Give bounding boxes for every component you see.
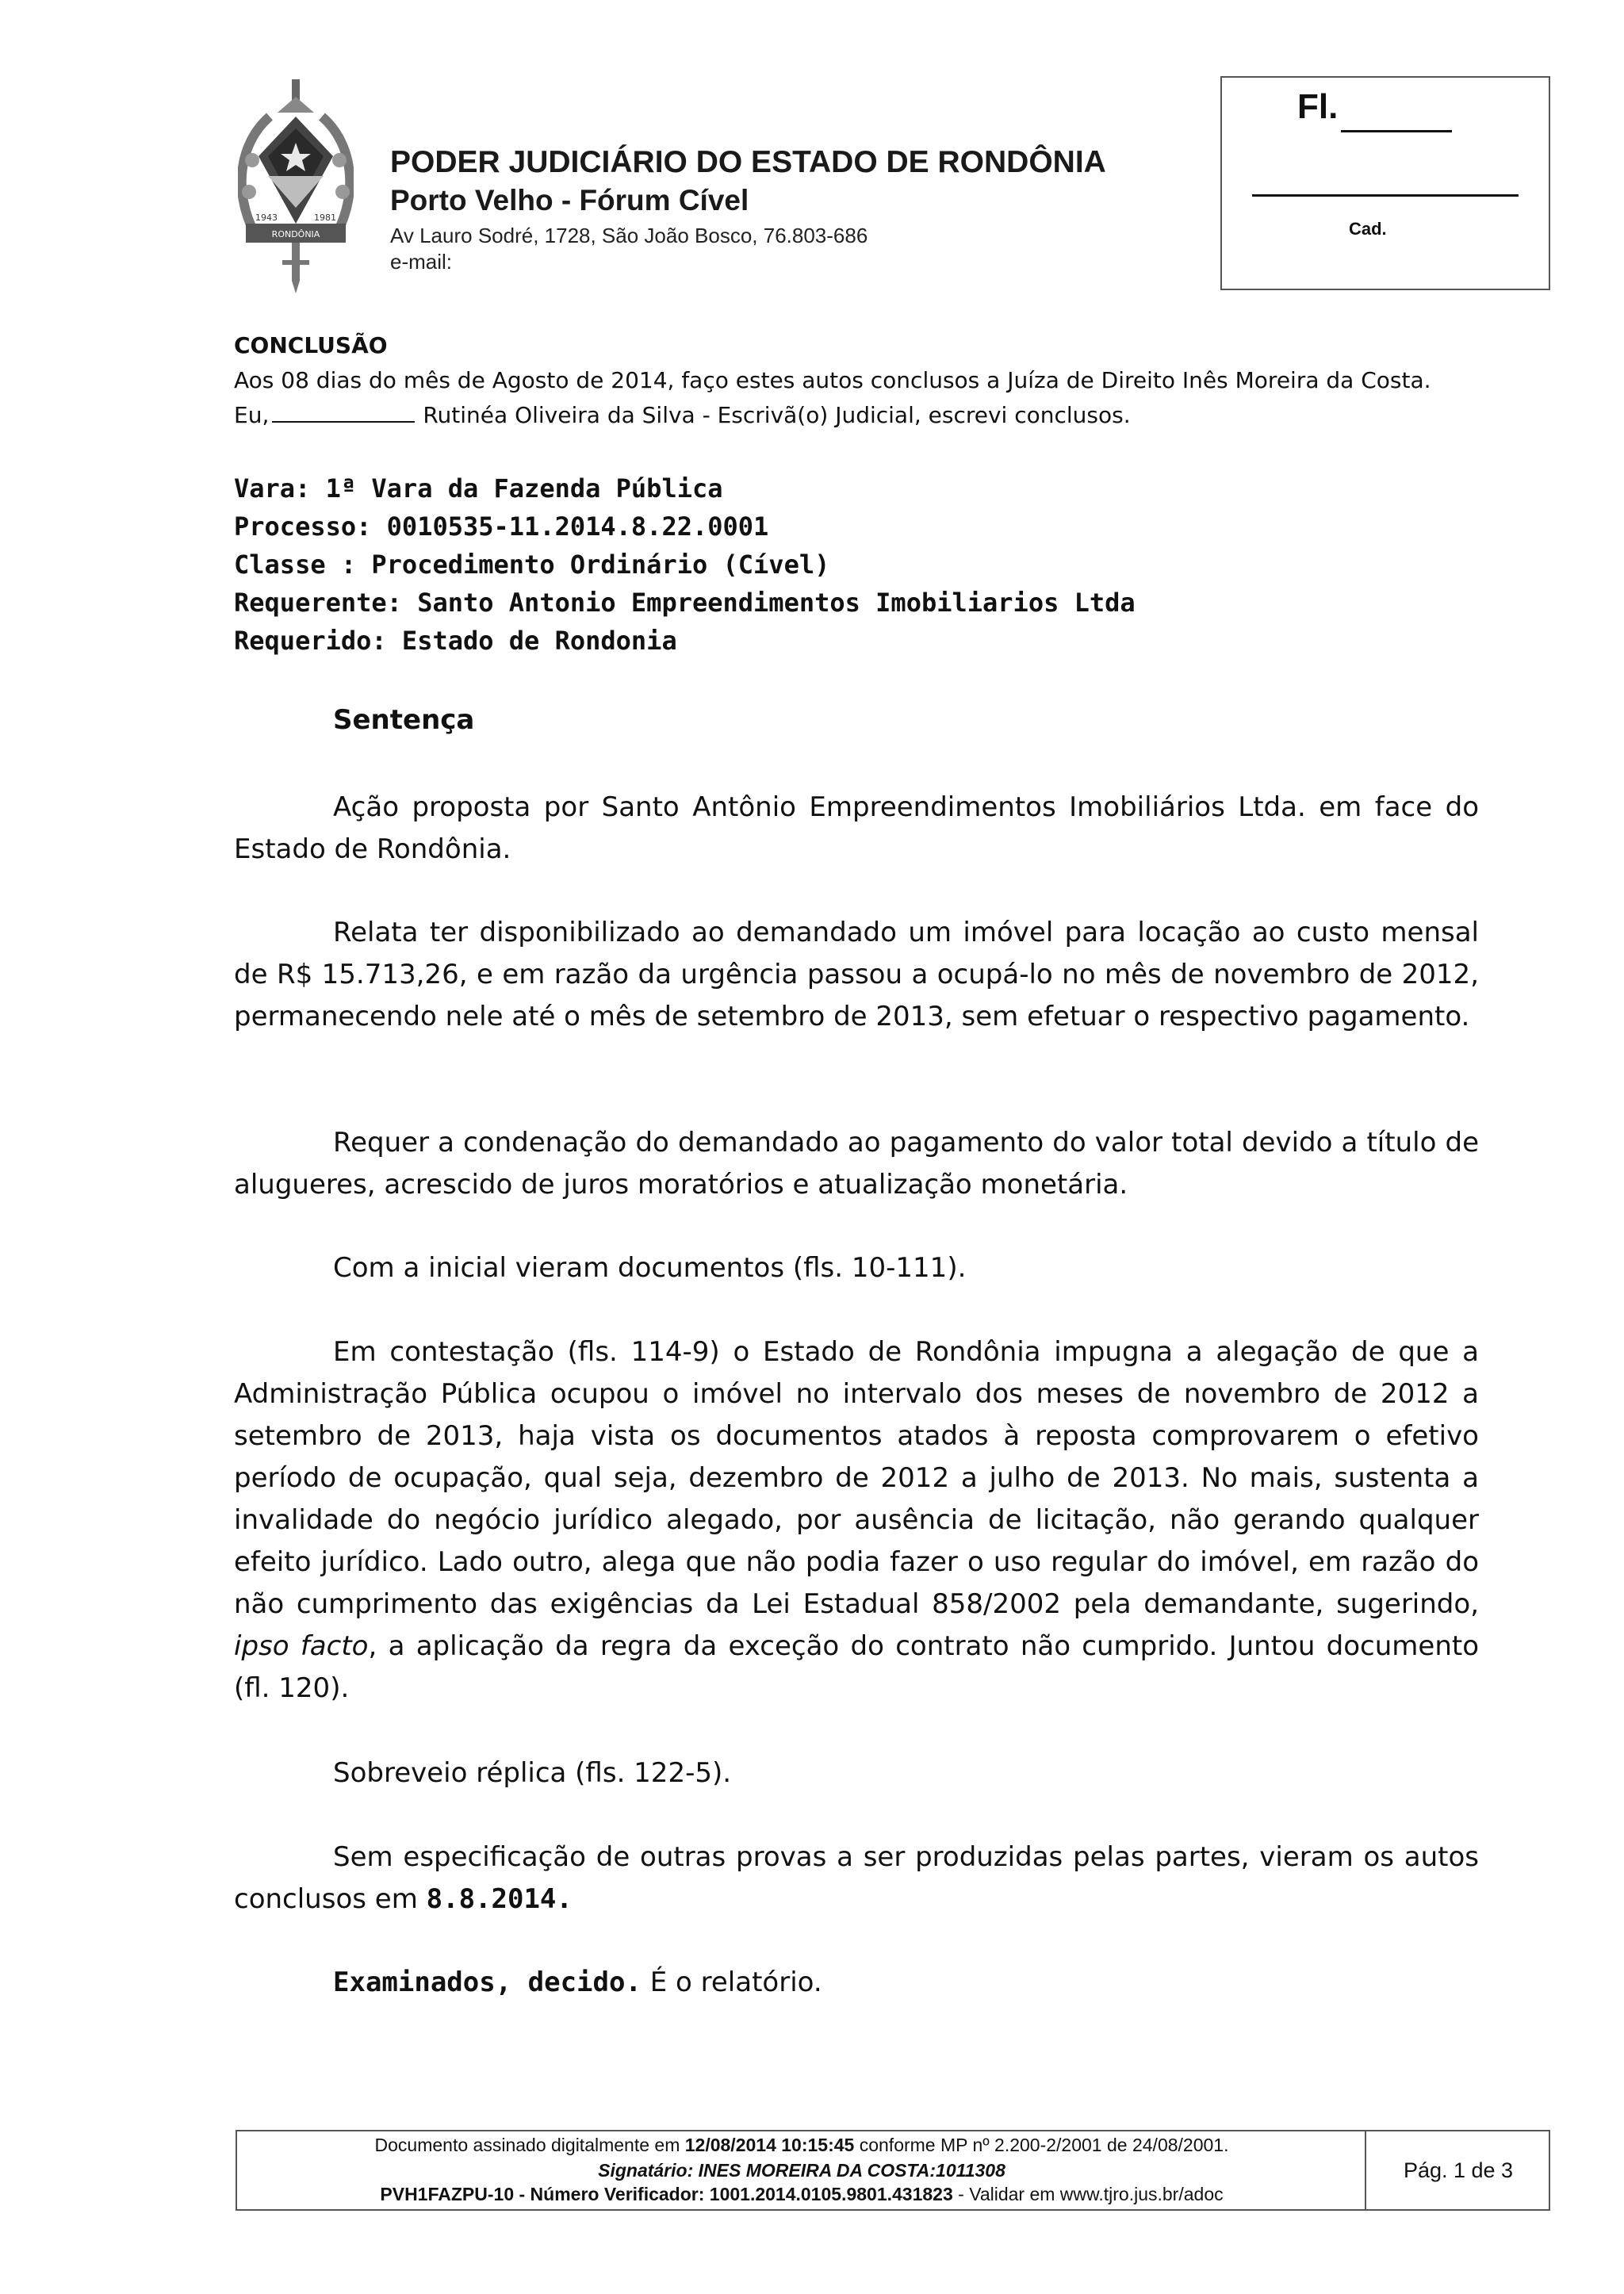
paragraph-5-part-a: Em contestação (fls. 114-9) o Estado de Rondônia impugna a alegação de que a Administração Pública ocupou o imóvel no intervalo dos meses de novembro de 2012 a setembro de 2013, haja vista os documentos atados à reposta comprovarem o efetivo período de ocupação, qual seja, dezembro de 2012 a julho de 2013. No mais, sustenta a invalidade do negócio jurídico alegado, por ausência de licitação, não gerando qualquer efeito jurídico. Lado outro, alega que não podia fazer o uso regular do imóvel, em razão do não cumprimento das exigências da Lei Estadual 858/2002 pela demandante, sugerindo, [234, 1336, 1479, 1620]
paragraph-8-rest: É o relatório. [649, 1967, 822, 1998]
court-subtitle: Porto Velho - Fórum Cível [390, 184, 749, 216]
paragraph-7 [234, 1836, 1479, 1921]
footer-line-1-b: conforme MP nº 2.200-2/2001 de 24/08/2001. [859, 2135, 1229, 2155]
cad-signature-line [1252, 194, 1519, 197]
paragraph-7-text: Sem especificação de outras provas a ser produzidas pelas partes, vieram os autos conclusos em [234, 1841, 1479, 1915]
rondonia-state-seal-icon [238, 73, 354, 297]
court-address: Av Lauro Sodré, 1728, São João Bosco, 76.803-686 [390, 224, 868, 247]
folio-number-line [1341, 130, 1452, 132]
paragraph-2: Relata ter disponibilizado ao demandado um imóvel para locação ao custo mensal de R$ 15.713,26, e em razão da urgência passou a ocupá-lo no mês de novembro de 2012, permanecendo nele até o mês de setembro de 2013, sem efetuar o respectivo pagamento. [234, 917, 1479, 1032]
footer-line-1 [237, 2135, 1366, 2156]
paragraph-7-date: 8.8.2014. [426, 1883, 573, 1915]
conclusao-title: CONCLUSÃO [234, 332, 388, 358]
paragraph-5 [234, 1331, 1479, 1710]
paragraph-8 [234, 1962, 1479, 2004]
seal-year-right: 1981 [314, 213, 336, 223]
case-requerente: Requerente: Santo Antonio Empreendimentos Imobiliarios Ltda [234, 588, 1136, 618]
paragraph-5-part-b: , a aplicação da regra da exceção do contrato não cumprido. Juntou documento (fl. 120). [234, 1630, 1480, 1704]
case-vara: Vara: 1ª Vara da Fazenda Pública [234, 473, 723, 504]
footer-signed-datetime: 12/08/2014 10:15:45 [684, 2135, 855, 2155]
paragraph-8-bold: Examinados, decido. [333, 1967, 642, 1998]
signature-blank-line [272, 402, 415, 423]
conclusao-line-2-suffix: Rutinéa Oliveira da Silva - Escrivã(o) Judicial, escrevi conclusos. [423, 402, 1131, 428]
footer-line-1-a: Documento assinado digitalmente em [374, 2135, 680, 2155]
sentenca-heading: Sentença [333, 704, 475, 736]
court-title: PODER JUDICIÁRIO DO ESTADO DE RONDÔNIA [390, 145, 1106, 179]
cad-label: Cad. [1349, 219, 1387, 239]
footer-validation-link: - Validar em www.tjro.jus.br/adoc [958, 2184, 1224, 2204]
paragraph-4: Com a inicial vieram documentos (fls. 10-111). [333, 1252, 967, 1284]
paragraph-1: Ação proposta por Santo Antônio Empreendimentos Imobiliários Ltda. em face do Estado de Rondônia. [234, 791, 1479, 865]
conclusao-line-1: Aos 08 dias do mês de Agosto de 2014, faço estes autos conclusos a Juíza de Direito Inês Moreira da Costa. [234, 367, 1431, 393]
conclusao-line-2 [234, 398, 1131, 433]
case-requerido: Requerido: Estado de Rondonia [234, 626, 677, 656]
paragraph-5-italic: ipso facto [234, 1630, 369, 1662]
court-email-label: e-mail: [390, 250, 453, 274]
paragraph-6: Sobreveio réplica (fls. 122-5). [333, 1757, 732, 1789]
digital-signature-footer [236, 2130, 1550, 2211]
folio-box [1220, 76, 1550, 290]
footer-line-3 [237, 2184, 1366, 2205]
conclusao-line-2-prefix: Eu, [234, 402, 270, 428]
seal-banner-text: RONDÔNIA [271, 229, 320, 239]
signature-info [237, 2131, 1366, 2209]
case-processo: Processo: 0010535-11.2014.8.22.0001 [234, 511, 769, 542]
page-number: Pág. 1 de 3 [1403, 2158, 1514, 2182]
footer-signatory: Signatário: INES MOREIRA DA COSTA:1011308 [598, 2160, 1005, 2181]
footer-verification-number: PVH1FAZPU-10 - Número Verificador: 1001.2014.0105.9801.431823 [380, 2184, 953, 2204]
case-classe: Classe : Procedimento Ordinário (Cível) [234, 550, 830, 580]
paragraph-3: Requer a condenação do demandado ao pagamento do valor total devido a título de alugueres, acrescido de juros moratórios e atualização monetária. [234, 1127, 1479, 1201]
seal-year-left: 1943 [255, 213, 278, 223]
folio-label: Fl. [1297, 87, 1339, 126]
